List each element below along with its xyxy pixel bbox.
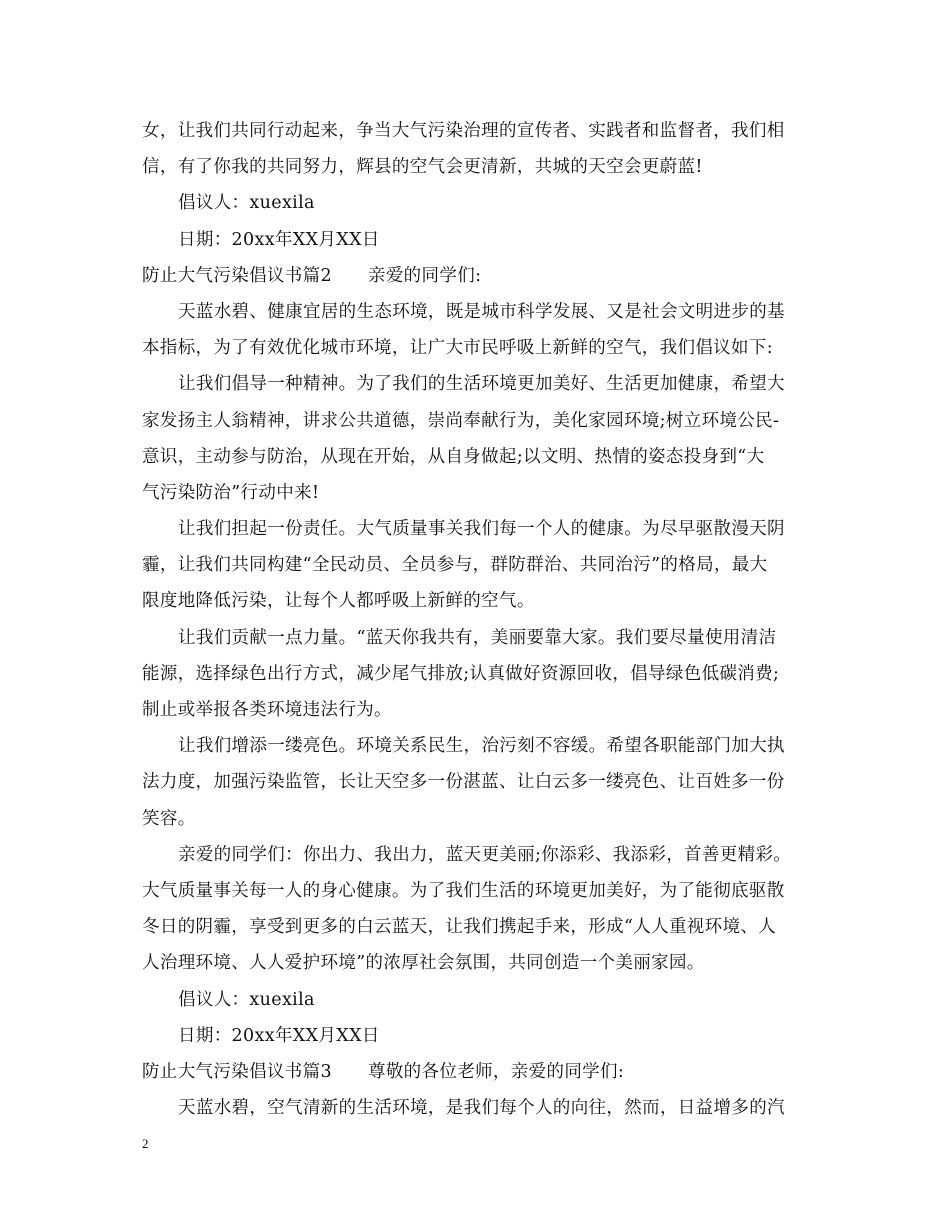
text-line bbox=[142, 656, 832, 692]
text-line bbox=[142, 873, 832, 909]
text-line bbox=[142, 1090, 832, 1126]
line-text: 倡议人：xuexila bbox=[178, 989, 315, 1010]
text-line bbox=[142, 728, 832, 764]
salutation-text: 尊敬的各位老师，亲爱的同学们: bbox=[367, 1061, 625, 1082]
line-text: 霾，让我们共同构建“全民动员、全员参与，群防群治、共同治污”的格局，最大 bbox=[142, 555, 768, 576]
text-line bbox=[142, 511, 832, 547]
line-text: 亲爱的同学们：你出力、我出力，蓝天更美丽;你添彩、我添彩，首善更精彩。 bbox=[178, 844, 792, 865]
line-text: 倡议人：xuexila bbox=[178, 193, 315, 214]
line-text: 防止大气污染倡议书篇2 bbox=[142, 265, 332, 286]
text-line bbox=[142, 475, 832, 511]
text-line bbox=[142, 909, 832, 945]
section-heading-line bbox=[142, 258, 832, 294]
text-line bbox=[142, 620, 832, 656]
text-line bbox=[142, 403, 832, 439]
line-text: 大气质量事关每一人的身心健康。为了我们生活的环境更加美好，为了能彻底驱散 bbox=[142, 880, 785, 901]
line-text: 限度地降低污染，让每个人都呼吸上新鲜的空气。 bbox=[142, 591, 535, 612]
section-heading-line bbox=[142, 1054, 832, 1090]
line-text: 日期：20xx年XX月XX日 bbox=[178, 229, 380, 250]
line-text: 能源，选择绿色出行方式，减少尾气排放;认真做好资源回收，倡导绿色低碳消费; bbox=[142, 663, 780, 684]
line-text: 意识，主动参与防治，从现在开始，从自身做起;以文明、热情的姿态投身到“大 bbox=[142, 446, 765, 467]
line-text: 女，让我们共同行动起来，争当大气污染治理的宣传者、实践者和监督者，我们相 bbox=[142, 121, 785, 141]
line-text: 冬日的阴霾，享受到更多的白云蓝天，让我们携起手来，形成“人人重视环境、人 bbox=[142, 917, 777, 938]
line-text: 家发扬主人翁精神，讲求公共道德，崇尚奉献行为，美化家园环境;树立环境公民- bbox=[142, 410, 780, 431]
text-line bbox=[142, 547, 832, 583]
line-text: 让我们倡导一种精神。为了我们的生活环境更加美好、生活更加健康，希望大 bbox=[178, 374, 785, 395]
line-text: 法力度，加强污染监管，长让天空多一份湛蓝、让白云多一缕亮色、让百姓多一份 bbox=[142, 772, 785, 793]
line-text: 本指标，为了有效优化城市环境，让广大市民呼吸上新鲜的空气，我们倡议如下: bbox=[142, 338, 773, 359]
line-text: 天蓝水碧、健康宜居的生态环境，既是城市科学发展、又是社会文明进步的基 bbox=[178, 301, 785, 322]
text-line bbox=[142, 692, 832, 728]
line-text: 让我们增添一缕亮色。环境关系民生，治污刻不容缓。希望各职能部门加大执 bbox=[178, 736, 785, 757]
text-line bbox=[142, 583, 832, 619]
text-line bbox=[142, 801, 832, 837]
line-text: 气污染防治”行动中来! bbox=[142, 482, 320, 503]
salutation-text: 亲爱的同学们: bbox=[367, 265, 482, 286]
text-line bbox=[142, 222, 832, 258]
text-line bbox=[142, 764, 832, 800]
text-line bbox=[142, 1018, 832, 1054]
line-text: 信，有了你我的共同努力，辉县的空气会更清新，共城的天空会更蔚蓝! bbox=[142, 157, 703, 178]
line-text: 人治理环境、人人爱护环境”的浓厚社会氛围，共同创造一个美丽家园。 bbox=[142, 953, 705, 974]
text-line bbox=[142, 366, 832, 402]
line-text: 让我们贡献一点力量。“蓝天你我共有，美丽要靠大家。我们要尽量使用清洁 bbox=[178, 627, 777, 648]
text-line bbox=[142, 945, 832, 981]
text-line bbox=[142, 982, 832, 1018]
text-line bbox=[142, 113, 832, 149]
document-body bbox=[142, 113, 832, 1126]
page-number: 2 bbox=[142, 1136, 149, 1151]
line-text: 让我们担起一份责任。大气质量事关我们每一个人的健康。为尽早驱散漫天阴 bbox=[178, 519, 785, 540]
line-text: 制止或举报各类环境违法行为。 bbox=[142, 700, 392, 720]
line-text: 天蓝水碧，空气清新的生活环境，是我们每个人的向往，然而，日益增多的汽 bbox=[178, 1098, 785, 1119]
text-line bbox=[142, 837, 832, 873]
text-line bbox=[142, 330, 832, 366]
text-line bbox=[142, 294, 832, 330]
line-text: 日期：20xx年XX月XX日 bbox=[178, 1025, 380, 1046]
line-text: 笑容。 bbox=[142, 808, 196, 829]
line-text: 防止大气污染倡议书篇3 bbox=[142, 1061, 332, 1082]
text-line bbox=[142, 439, 832, 475]
text-line bbox=[142, 149, 832, 185]
text-line bbox=[142, 185, 832, 221]
